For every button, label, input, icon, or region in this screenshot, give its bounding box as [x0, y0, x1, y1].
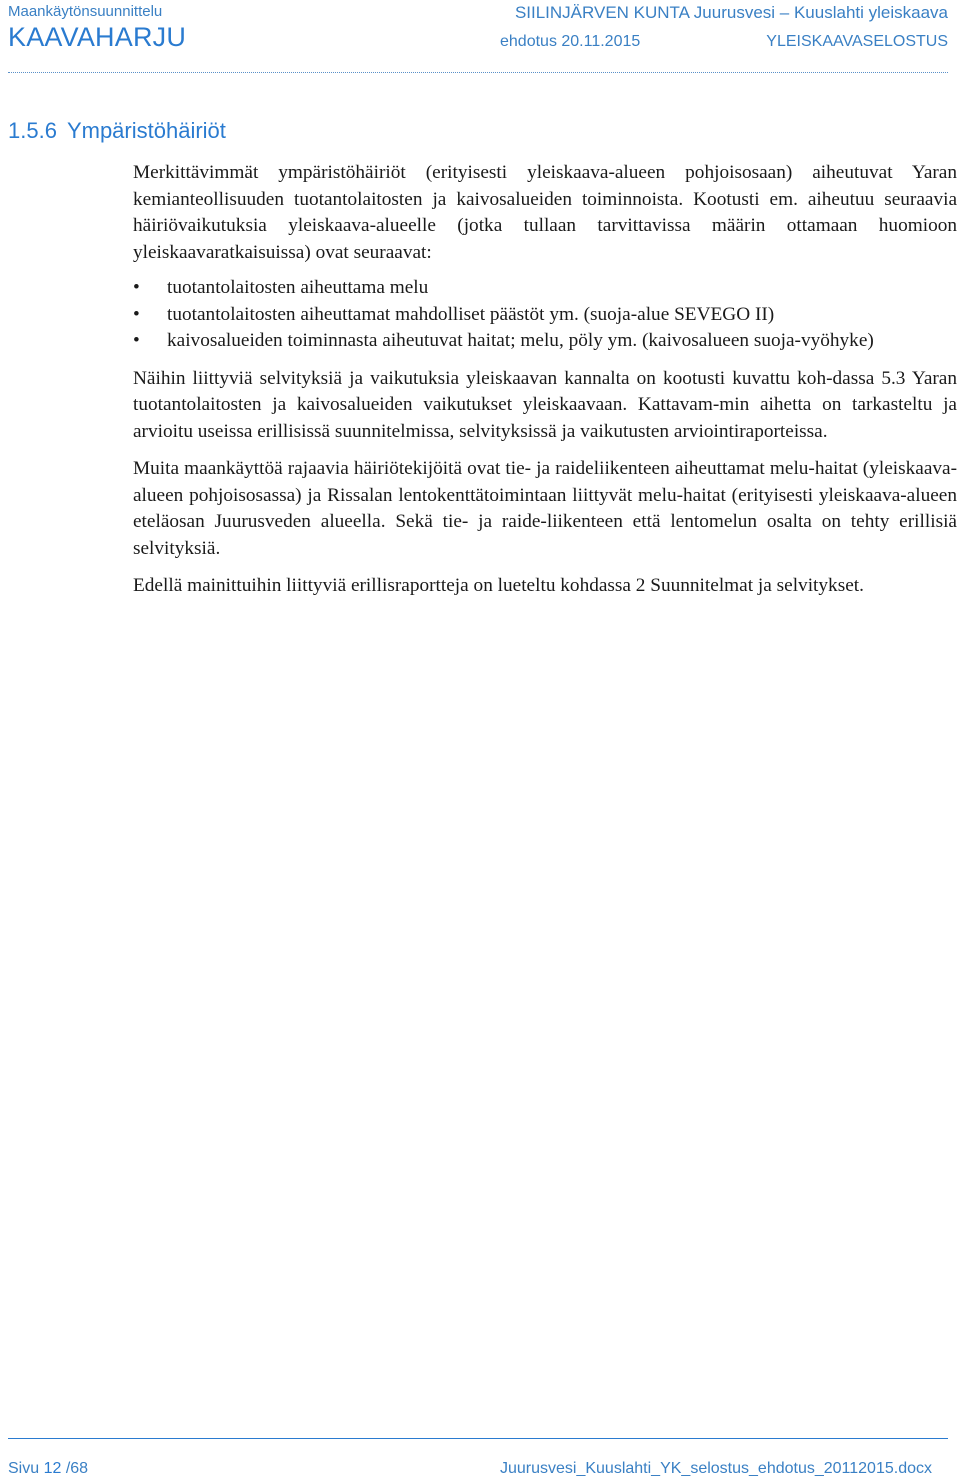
- footer-filename: Juurusvesi_Kuuslahti_YK_selostus_ehdotus_20112015.docx: [499, 1460, 932, 1477]
- page-label: Sivu: [8, 1460, 40, 1477]
- section-title: Ympäristöhäiriöt: [66, 118, 226, 143]
- list-item: • tuotantolaitosten aiheuttama melu: [133, 275, 957, 302]
- paragraph-reports: Edellä mainittuihin liittyviä erillisraportteja on lueteltu kohdassa 2 Suunnitelmat ja selvitykset.: [133, 575, 864, 596]
- intro-paragraph: Merkittävimmät ympäristöhäiriöt (erityisesti yleiskaava-alueen pohjoisosaan) aiheutuvat Yaran kemianteollisuuden tuotantolaitosten ja kaivosalueiden toiminnoista. Kootusti em. aiheutuu seuraavia häiriövaikutuksia yleiskaava-alueelle (jotka tullaan tarvittavissa määrin ottamaan huomioon yleiskaavaratkaisuissa) ovat seuraavat:: [133, 162, 957, 263]
- footer-divider: [8, 1438, 948, 1439]
- list-item: • tuotantolaitosten aiheuttamat mahdolliset päästöt ym. (suoja-alue SEVEGO II): [133, 302, 957, 329]
- header-project-title: SIILINJÄRVEN KUNTA Juurusvesi – Kuuslahti yleiskaava: [514, 3, 948, 22]
- header-company-logo-text: KAAVAHARJU: [8, 22, 187, 52]
- page-current: 12: [43, 1460, 62, 1477]
- paragraph-studies: Näihin liittyviä selvityksiä ja vaikutuksia yleiskaavan kannalta on kootusti kuvattu koh-dassa 5.3 Yaran tuotantolaitosten ja kaivosalueiden vaikutukset yleiskaavaan. Kattavam-min aihetta on tarkasteltu ja arvioitu useissa erillisissä suunnitelmissa, selvityksissä ja vaikutusten arviointiraporteissa.: [133, 367, 957, 442]
- disturbance-list: [133, 275, 957, 355]
- page-total: /68: [65, 1460, 89, 1477]
- list-item: • kaivosalueiden toiminnasta aiheutuvat haitat; melu, pöly ym. (kaivosalueen suoja-vyöhyke): [133, 328, 957, 355]
- header-department: Maankäytönsuunnittelu: [8, 3, 163, 20]
- header-divider: [8, 72, 948, 73]
- paragraph-noise: Muita maankäyttöä rajaavia häiriötekijöitä ovat tie- ja raideliikenteen aiheuttamat melu-haitat (yleiskaava-alueen pohjoisosassa) ja Rissalan lentokenttätoimintaan liittyvät melu-haitat (erityisesti yleiskaava-alueen eteläosan Juurusveden alueella. Sekä tie- ja raide-liikenteen että lentomelun osalta on tehty erillisiä selvityksiä.: [133, 458, 957, 559]
- page-number: [8, 1460, 88, 1478]
- section-number: 1.5.6: [8, 118, 57, 143]
- body-text: [133, 160, 957, 600]
- section-heading: [8, 118, 226, 144]
- header-document-type: YLEISKAAVASELOSTUS: [766, 33, 948, 50]
- header-date: ehdotus 20.11.2015: [500, 33, 641, 50]
